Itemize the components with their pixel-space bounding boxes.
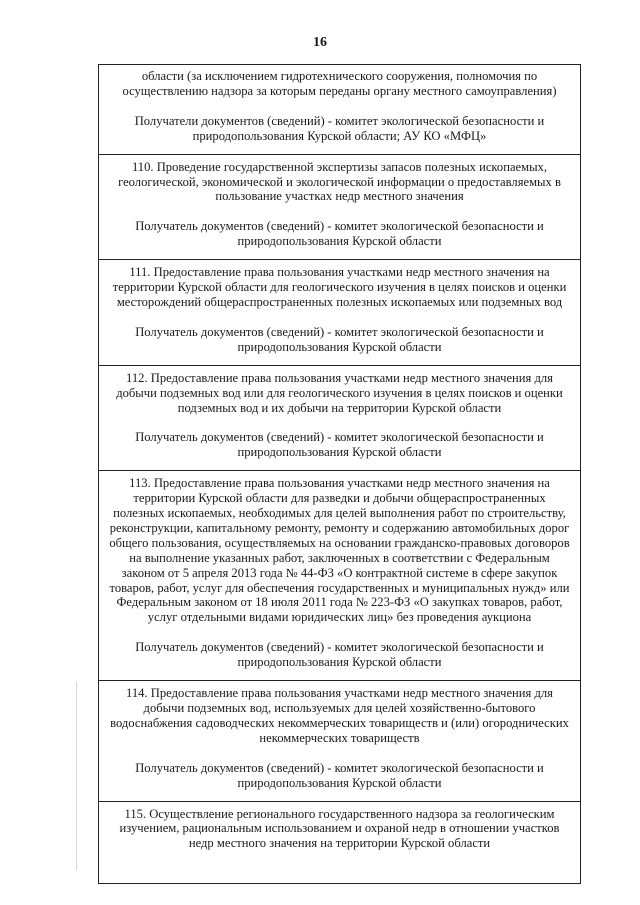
services-table: [98, 64, 581, 884]
service-recipient: Получатели документов (сведений) - комитет экологической безопасности и природопользования Курской области; АУ КО «МФЦ»: [134, 113, 545, 143]
table-row: [99, 155, 580, 261]
service-title: 113. Предоставление права пользования участками недр местного значения на территории Курской области для разведки и добычи общераспространенных полезных ископаемых, необходимых для целей выполнения работ по строительству, реконструкции, капитальному ремонту, ремонту и содержанию автомобильных дорог общего пользования, осуществляемых на основании гражданско-правовых договоров на выполнение указанных работ, заключенных в соответствии с Федеральным законом от 5 апреля 2013 года № 44-ФЗ «О контрактной системе в сфере закупок товаров, работ, услуг для обеспечения государственных и муниципальных нужд» или Федеральным законом от 18 июля 2011 года № 223-ФЗ «О закупках товаров, работ, услуг отдельными видами юридических лиц» без проведения аукциона: [109, 476, 570, 625]
table-row: [99, 681, 580, 801]
service-recipient: Получатель документов (сведений) - комитет экологической безопасности и природопользования Курской области: [135, 324, 544, 354]
table-row: [99, 260, 580, 366]
service-title: 110. Проведение государственной экспертизы запасов полезных ископаемых, геологической, экономической и экологической информации о предоставляемых в пользование участках недр местного значения: [118, 159, 561, 204]
service-title: 111. Предоставление права пользования участками недр местного значения на территории Курской области для геологического изучения в целях поисков и оценки месторождений общераспространенных полезных ископаемых или подземных вод: [112, 265, 567, 309]
table-row: [99, 471, 580, 681]
service-recipient: Получатель документов (сведений) - комитет экологической безопасности и природопользования Курской области: [135, 640, 544, 670]
page-number: 16: [313, 35, 327, 50]
table-row: [99, 366, 580, 472]
service-recipient: Получатель документов (сведений) - комитет экологической безопасности и природопользования Курской области: [135, 430, 544, 460]
scan-margin-line: [76, 682, 77, 870]
service-title: 112. Предоставление права пользования участками недр местного значения для добычи подземных вод или для геологического изучения в целях поисков и оценки подземных вод и их добычи на территории Курской области: [116, 370, 563, 415]
service-title: 114. Предоставление права пользования участками недр местного значения для добычи подземных вод, используемых для целей хозяйственно-бытового водоснабжения садоводческих некоммерческих товариществ и (или) огороднических некоммерческих товариществ: [110, 686, 569, 745]
table-row: [99, 802, 580, 885]
table-row: [99, 65, 580, 155]
service-title: 115. Осуществление регионального государственного надзора за геологическим изучением, рациональным использованием и охраной недр в отношении участков недр местного значения на территории Курской области: [119, 806, 560, 851]
service-recipient: Получатель документов (сведений) - комитет экологической безопасности и природопользования Курской области: [135, 760, 544, 790]
service-title: области (за исключением гидротехнического сооружения, полномочия по осуществлению надзора за которым переданы органу местного самоуправления): [122, 69, 557, 98]
service-recipient: Получатель документов (сведений) - комитет экологической безопасности и природопользования Курской области: [135, 219, 544, 249]
